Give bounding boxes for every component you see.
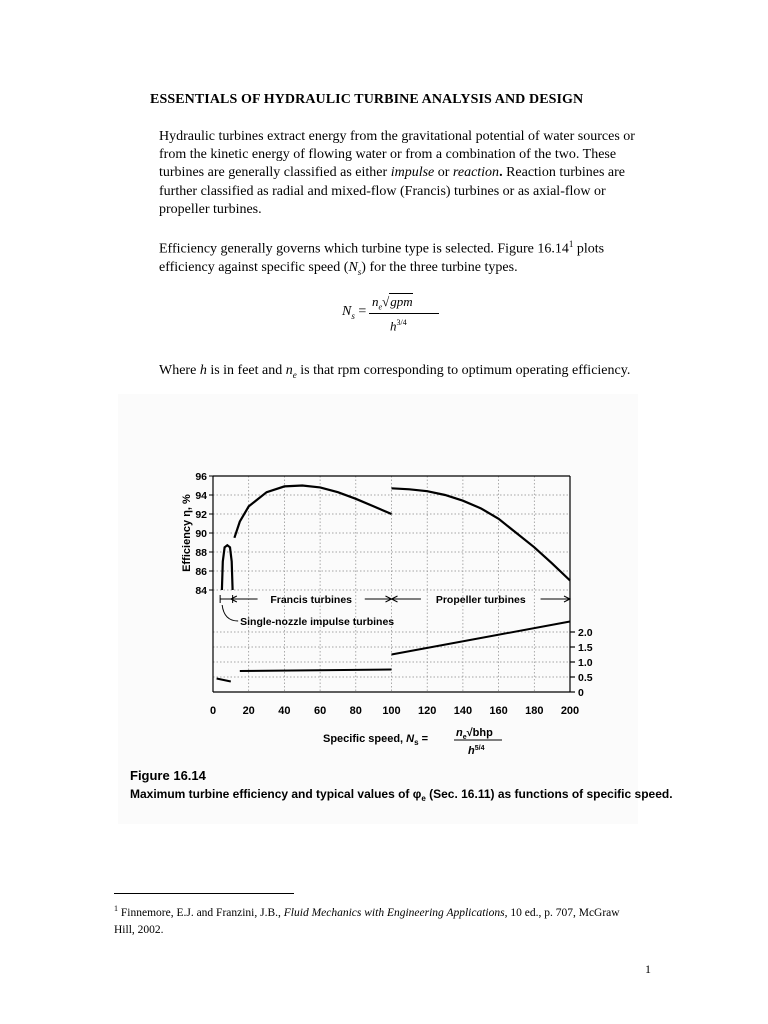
y-tick-label: 96	[195, 471, 207, 483]
specific-speed-equation: $N_s$ = $n_e√gpm$ $h^{3/4}$	[338, 292, 448, 352]
y2-tick-label: 1.5	[578, 642, 593, 654]
x-tick-label: 20	[242, 705, 255, 717]
y2-tick-label: 1.0	[578, 657, 593, 669]
phi-propeller-line	[392, 622, 571, 655]
x-tick-label: 140	[453, 705, 473, 717]
y2-tick-label: 0	[578, 687, 584, 699]
x-formula-numerator: $n_e√bhp$	[456, 727, 493, 741]
y-tick-label: 84	[195, 585, 207, 597]
y-tick-label: 86	[195, 566, 207, 578]
y-tick-label: 88	[195, 547, 207, 559]
y-tick-label: 92	[195, 509, 207, 521]
x-tick-label: 60	[313, 705, 327, 717]
x-tick-label: 40	[278, 705, 291, 717]
x-tick-label: 180	[525, 705, 544, 717]
footnote: $^1$ Finnemore, E.J. and Franzini, J.B., Fluid Mechanics with Engineering Applications, 10 ed., p. 707, McGraw Hill, 2002.	[114, 904, 620, 936]
phi-impulse-line	[217, 679, 231, 682]
range-label: Propeller turbines	[435, 594, 526, 606]
caption-title: Figure 16.14	[130, 768, 206, 783]
page-title: ESSENTIALS OF HYDRAULIC TURBINE ANALYSIS AND DESIGN	[150, 92, 584, 107]
x-tick-label: 80	[349, 705, 362, 717]
y-tick-label: 94	[195, 490, 207, 502]
page-number: 1	[645, 962, 651, 976]
impulse-label: Single-nozzle impulse turbines	[240, 616, 395, 628]
y2-tick-label: 2.0	[578, 627, 593, 639]
y-tick-label: 90	[195, 528, 207, 540]
efficiency-paragraph: Efficiency generally governs which turbine type is selected. Figure 16.14$^1$ plots efficiency against specific speed $(N_s)$ for the three turbine types.	[159, 239, 605, 277]
figure-16-14	[118, 394, 673, 824]
x-tick-label: 120	[418, 705, 437, 717]
x-axis-label: Specific speed, $N_s$ =	[323, 733, 429, 747]
phi-francis-line	[240, 670, 392, 672]
x-tick-label: 0	[209, 705, 217, 717]
x-tick-label: 160	[489, 705, 508, 717]
definition-paragraph: Where h is in feet and $n_e$ is that rpm corresponding to optimum operating efficiency.	[159, 363, 631, 380]
efficiency-chart	[118, 394, 673, 824]
y-axis-label: Efficiency η, %	[181, 494, 193, 572]
x-tick-label: 200	[560, 705, 580, 717]
footnote-rule	[114, 893, 294, 894]
francis-efficiency-curve	[234, 486, 391, 538]
x-tick-label: 100	[382, 705, 401, 717]
y2-tick-label: 0.5	[578, 672, 593, 684]
range-label: Francis turbines	[270, 594, 353, 606]
intro-paragraph: Hydraulic turbines extract energy from the gravitational potential of water sources or from the kinetic energy of flowing water or from a combination of the two. These turbines are generally classified as either impulse or reaction. Reaction turbines are further classified as radial and mixed-flow (Francis) turbines or as axial-flow or propeller turbines.	[159, 129, 635, 217]
x-formula-denominator: $h^{5/4}$	[468, 745, 485, 757]
impulse-leader	[222, 605, 238, 621]
caption-text: Maximum turbine efficiency and typical values of $\varphi_e$ (Sec. 16.11) as functions of specific speed.	[130, 787, 673, 803]
propeller-efficiency-curve	[392, 488, 571, 580]
